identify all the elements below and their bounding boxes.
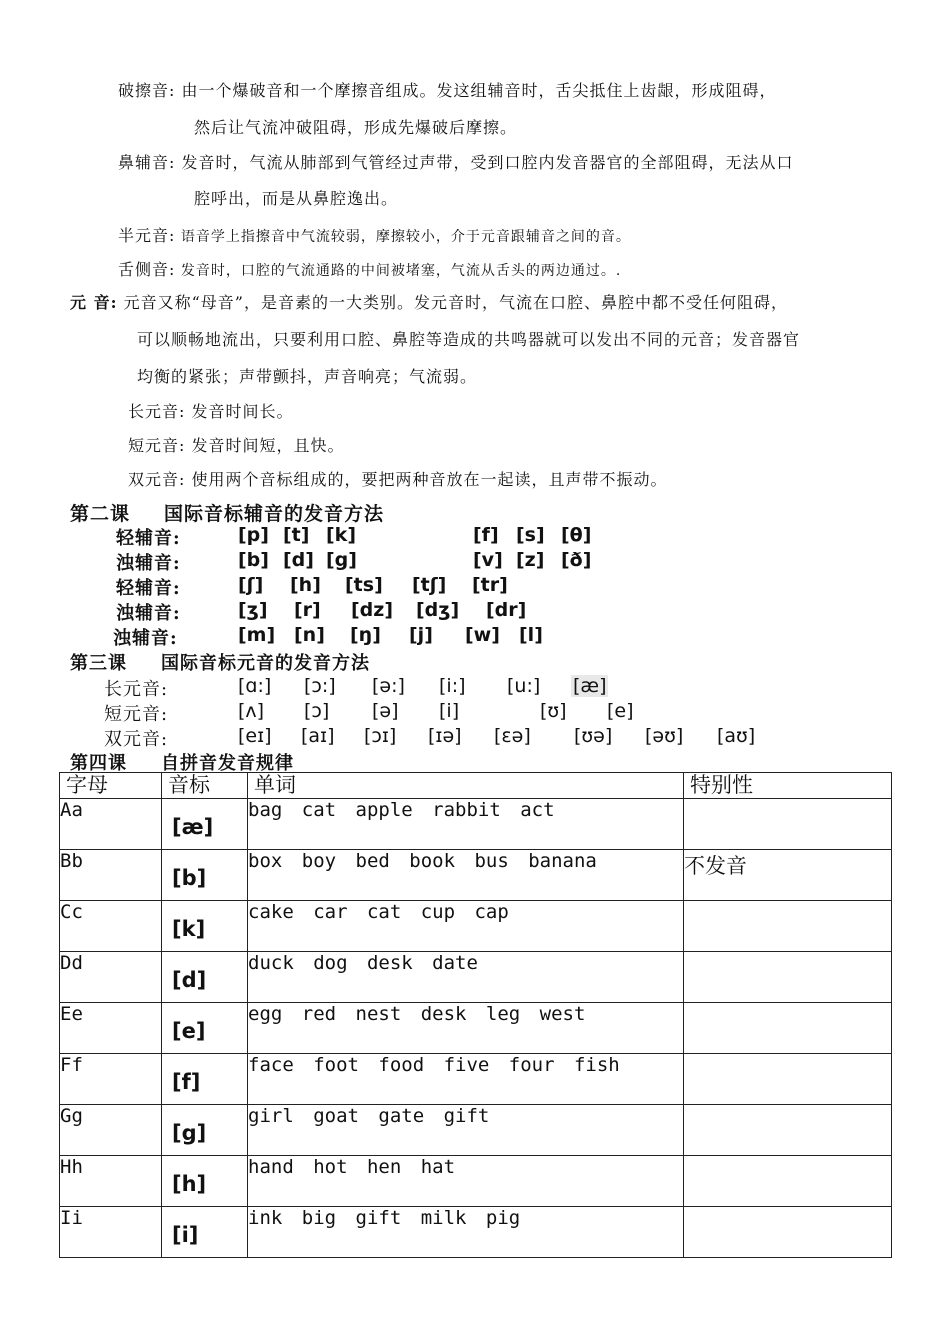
ipa-symbol: [t] — [283, 524, 310, 546]
ipa-symbol: [ɔ:] — [304, 675, 336, 697]
ipa-symbol: [ʒ] — [238, 599, 268, 621]
def-text: 发音时，口腔的气流通路的中间被堵塞，气流从舌头的两边通过。. — [180, 263, 622, 279]
def-lateral — [118, 257, 621, 280]
cell-words: box boy bed book bus banana — [248, 850, 684, 901]
cell-ipa — [162, 799, 248, 850]
def-text: 元音又称“母音”，是音素的一大类别。发元音时，气流在口腔、鼻腔中都不受任何阻碍， — [123, 293, 788, 312]
cell-note — [684, 1207, 892, 1258]
lesson2-row-label: 浊辅音: — [113, 628, 178, 649]
ipa-symbol-highlighted: [æ] — [573, 675, 607, 697]
cell-ipa — [162, 1105, 248, 1156]
def-text: 发音时，气流从肺部到气管经过声带，受到口腔内发音器官的全部阻碍，无法从口 — [181, 153, 794, 172]
ipa-symbol: [ɔ] — [304, 700, 330, 722]
ipa-text: [h] — [172, 1172, 207, 1196]
lesson2-heading — [70, 499, 384, 526]
cell-note — [684, 799, 892, 850]
cell-letter: Cc — [60, 901, 162, 952]
cell-words: ink big gift milk pig — [248, 1207, 684, 1258]
ipa-symbol: [ʌ] — [238, 700, 265, 722]
def-text: 发音时间长。 — [191, 402, 294, 421]
def-text: 由一个爆破音和一个摩擦音组成。发这组辅音时，舌尖抵住上齿龈，形成阻碍， — [181, 81, 777, 100]
ipa-symbol: [w] — [465, 624, 500, 646]
cell-words: egg red nest desk leg west — [248, 1003, 684, 1054]
ipa-symbol: [ts] — [345, 574, 383, 596]
def-term: 舌侧音: — [118, 260, 176, 279]
def-vowel-line2: 可以顺畅地流出，只要利用口腔、鼻腔等造成的共鸣器就可以发出不同的元音；发音器官 — [137, 330, 801, 349]
ipa-text: [b] — [172, 866, 207, 890]
cell-ipa — [162, 1207, 248, 1258]
cell-ipa — [162, 1156, 248, 1207]
cell-note — [684, 901, 892, 952]
ipa-symbol: [tr] — [472, 574, 508, 596]
ipa-text: [f] — [172, 1070, 201, 1094]
ipa-symbol: [ɛə] — [494, 725, 531, 747]
ipa-symbol: [m] — [238, 624, 276, 646]
def-affricate-line2: 然后让气流冲破阻碍，形成先爆破后摩擦。 — [194, 118, 518, 137]
table-header-row — [60, 773, 892, 799]
ipa-symbol: [f] — [473, 524, 499, 546]
table-row — [60, 901, 892, 952]
ipa-symbol: [ŋ] — [350, 624, 381, 646]
lesson3-row-label: 短元音: — [104, 704, 169, 725]
def-term: 双元音: — [128, 470, 186, 489]
cell-words: girl goat gate gift — [248, 1105, 684, 1156]
ipa-symbol: [j] — [409, 624, 433, 646]
table-row — [60, 1054, 892, 1105]
ipa-symbol: [e] — [607, 700, 634, 722]
table-row — [60, 799, 892, 850]
lesson3-row-label: 长元音: — [104, 679, 169, 700]
cell-note — [684, 952, 892, 1003]
ipa-symbol: [r] — [294, 599, 321, 621]
cell-note — [684, 1003, 892, 1054]
ipa-symbol: [θ] — [561, 524, 592, 546]
ipa-symbol: [dz] — [351, 599, 394, 621]
ipa-symbol: [i:] — [439, 675, 466, 697]
lesson2-row-label: 轻辅音: — [116, 578, 181, 599]
cell-ipa — [162, 901, 248, 952]
def-diphthong — [128, 467, 668, 490]
ipa-symbol: [k] — [326, 524, 357, 546]
cell-letter: Ff — [60, 1054, 162, 1105]
cell-ipa — [162, 1054, 248, 1105]
ipa-symbol: [ɪə] — [428, 725, 462, 747]
table-row — [60, 850, 892, 901]
lesson2-row-label: 浊辅音: — [116, 553, 181, 574]
def-short-vowel — [128, 433, 345, 456]
ipa-symbol: [aʊ] — [717, 725, 756, 747]
table-row — [60, 1003, 892, 1054]
def-text: 语音学上指擦音中气流较弱，摩擦较小，介于元音跟辅音之间的音。 — [180, 229, 631, 245]
ipa-symbol: [dʒ] — [416, 599, 460, 621]
def-long-vowel — [128, 399, 294, 422]
table-row — [60, 1207, 892, 1258]
cell-ipa — [162, 1003, 248, 1054]
cell-letter: Bb — [60, 850, 162, 901]
def-term: 短元音: — [128, 436, 186, 455]
ipa-symbol: [u:] — [507, 675, 541, 697]
cell-ipa — [162, 850, 248, 901]
def-term: 元 音: — [70, 293, 118, 312]
ipa-symbol: [ð] — [561, 549, 592, 571]
lesson-subtitle: 国际音标辅音的发音方法 — [164, 503, 385, 525]
cell-letter: Ii — [60, 1207, 162, 1258]
lesson2-row-label: 浊辅音: — [116, 603, 181, 624]
cell-words: duck dog desk date — [248, 952, 684, 1003]
cell-note — [684, 1054, 892, 1105]
table-row — [60, 952, 892, 1003]
ipa-text: [i] — [172, 1223, 199, 1247]
cell-note — [684, 1105, 892, 1156]
ipa-symbol: [ʊ] — [540, 700, 567, 722]
ipa-text: [e] — [172, 1019, 206, 1043]
lesson-title: 第二课 — [70, 503, 131, 525]
def-text: 使用两个音标组成的，要把两种音放在一起读，且声带不振动。 — [191, 470, 668, 489]
header-letter: 字母 — [60, 773, 162, 799]
ipa-symbol: [eɪ] — [238, 725, 272, 747]
table-row — [60, 1156, 892, 1207]
ipa-symbol: [p] — [238, 524, 269, 546]
ipa-symbol: [v] — [473, 549, 503, 571]
def-nasal-line2: 腔呼出，而是从鼻腔逸出。 — [194, 189, 399, 208]
cell-letter: Dd — [60, 952, 162, 1003]
cell-ipa — [162, 952, 248, 1003]
ipa-symbol: [l] — [519, 624, 543, 646]
ipa-symbol: [dr] — [486, 599, 527, 621]
ipa-symbol: [n] — [294, 624, 325, 646]
lesson2-row-label: 轻辅音: — [116, 528, 181, 549]
ipa-symbol: [b] — [238, 549, 269, 571]
def-text: 发音时间短，且快。 — [191, 436, 345, 455]
header-ipa: 音标 — [162, 773, 248, 799]
lesson3-heading — [70, 649, 370, 675]
cell-letter: Hh — [60, 1156, 162, 1207]
cell-words: face foot food five four fish — [248, 1054, 684, 1105]
def-vowel-line1 — [70, 290, 788, 313]
ipa-text: [d] — [172, 968, 207, 992]
header-words: 单词 — [248, 773, 684, 799]
def-nasal-line1 — [118, 150, 794, 173]
lesson-subtitle: 国际音标元音的发音方法 — [161, 653, 370, 674]
ipa-symbol: [i] — [439, 700, 460, 722]
cell-letter: Gg — [60, 1105, 162, 1156]
ipa-symbol: [əʊ] — [645, 725, 684, 747]
ipa-symbol: [s] — [516, 524, 545, 546]
ipa-text: [k] — [172, 917, 206, 941]
ipa-symbol: [ʃ] — [238, 574, 264, 596]
letter-pronunciation-table — [59, 772, 892, 1258]
cell-words: cake car cat cup cap — [248, 901, 684, 952]
lesson-subtitle: 自拼音发音规律 — [161, 753, 294, 774]
ipa-symbol: [ə] — [372, 700, 399, 722]
ipa-symbol: [g] — [326, 549, 357, 571]
cell-letter: Ee — [60, 1003, 162, 1054]
ipa-symbol: [h] — [290, 574, 321, 596]
table-row — [60, 1105, 892, 1156]
ipa-symbol: [aɪ] — [301, 725, 335, 747]
def-term: 破擦音: — [118, 81, 176, 100]
cell-note: 不发音 — [684, 850, 892, 901]
cell-words: bag cat apple rabbit act — [248, 799, 684, 850]
cell-note — [684, 1156, 892, 1207]
lesson-title: 第四课 — [70, 753, 127, 774]
def-vowel-line3: 均衡的紧张；声带颤抖，声音响亮；气流弱。 — [137, 367, 478, 386]
ipa-symbol: [ɔɪ] — [364, 725, 397, 747]
lesson3-row-label: 双元音: — [104, 729, 169, 750]
cell-letter: Aa — [60, 799, 162, 850]
def-term: 长元音: — [128, 402, 186, 421]
def-term: 半元音: — [118, 226, 176, 245]
def-term: 鼻辅音: — [118, 153, 176, 172]
ipa-symbol: [ə:] — [372, 675, 405, 697]
def-semivowel — [118, 223, 631, 246]
lesson-title: 第三课 — [70, 653, 127, 674]
ipa-symbol: [z] — [516, 549, 545, 571]
ipa-symbol: [d] — [283, 549, 314, 571]
ipa-symbol: [ʊə] — [574, 725, 613, 747]
header-note: 特别性 — [684, 773, 892, 799]
ipa-symbol: [tʃ] — [412, 574, 447, 596]
ipa-text: [æ] — [172, 815, 214, 839]
ipa-symbol: [ɑ:] — [238, 675, 272, 697]
cell-words: hand hot hen hat — [248, 1156, 684, 1207]
ipa-text: [g] — [172, 1121, 207, 1145]
def-affricate-line1 — [118, 78, 777, 101]
